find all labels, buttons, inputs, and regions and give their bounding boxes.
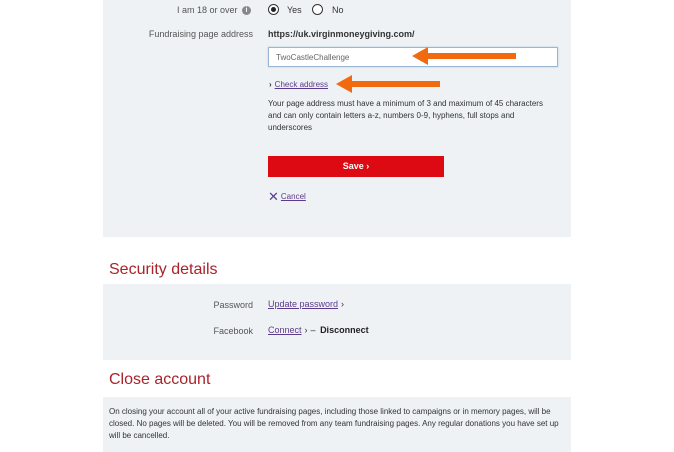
age-no-label[interactable]: No (332, 5, 344, 15)
cancel-link[interactable] (268, 189, 306, 205)
age-label-text: I am 18 or over (176, 5, 238, 15)
close-account-panel (103, 397, 571, 452)
facebook-label: Facebook (213, 326, 253, 336)
age-yes-label[interactable]: Yes (287, 5, 302, 15)
connect-link[interactable]: Connect (268, 325, 302, 335)
fundraising-address-label: Fundraising page address (148, 29, 253, 39)
update-password-label: Update password (268, 299, 339, 309)
info-icon[interactable]: i (242, 6, 251, 15)
url-prefix: https://uk.virginmoneygiving.com/ (268, 29, 415, 39)
security-details-heading: Security details (109, 261, 218, 278)
close-icon: ✕ (268, 189, 279, 204)
chevron-right-icon: › (304, 325, 308, 335)
security-panel (103, 284, 571, 360)
facebook-connect-row (268, 325, 369, 335)
update-password-link[interactable] (268, 299, 344, 309)
separator-dash: – (310, 325, 316, 335)
age-no-radio[interactable] (312, 4, 323, 15)
profile-form-panel (103, 0, 571, 237)
close-account-heading: Close account (109, 371, 211, 388)
chevron-right-icon: › (341, 299, 345, 309)
annotation-arrow-input (412, 46, 518, 66)
age-yes-radio[interactable] (268, 4, 279, 15)
password-label: Password (213, 300, 253, 310)
chevron-right-icon: › (269, 80, 272, 89)
cancel-label: Cancel (280, 192, 306, 202)
save-button[interactable]: Save › (268, 156, 444, 177)
close-account-text: On closing your account all of your active fundraising pages, including those linked to campaigns or in memory pages, will be closed. No pages will be deleted. You will be removed from any team fundraising pages. Any regular donations you have set up will be cancelled. (109, 407, 559, 440)
address-help-text: Your page address must have a minimum of 3 and maximum of 45 characters and can only contain letters a-z, numbers 0-9, hyphens, full stops and underscores (268, 99, 543, 132)
annotation-arrow-check (336, 74, 442, 94)
check-address-link[interactable] (269, 80, 328, 89)
check-address-label: Check address (274, 80, 329, 89)
disconnect-label: Disconnect (320, 325, 369, 335)
age-question-label (103, 5, 251, 15)
